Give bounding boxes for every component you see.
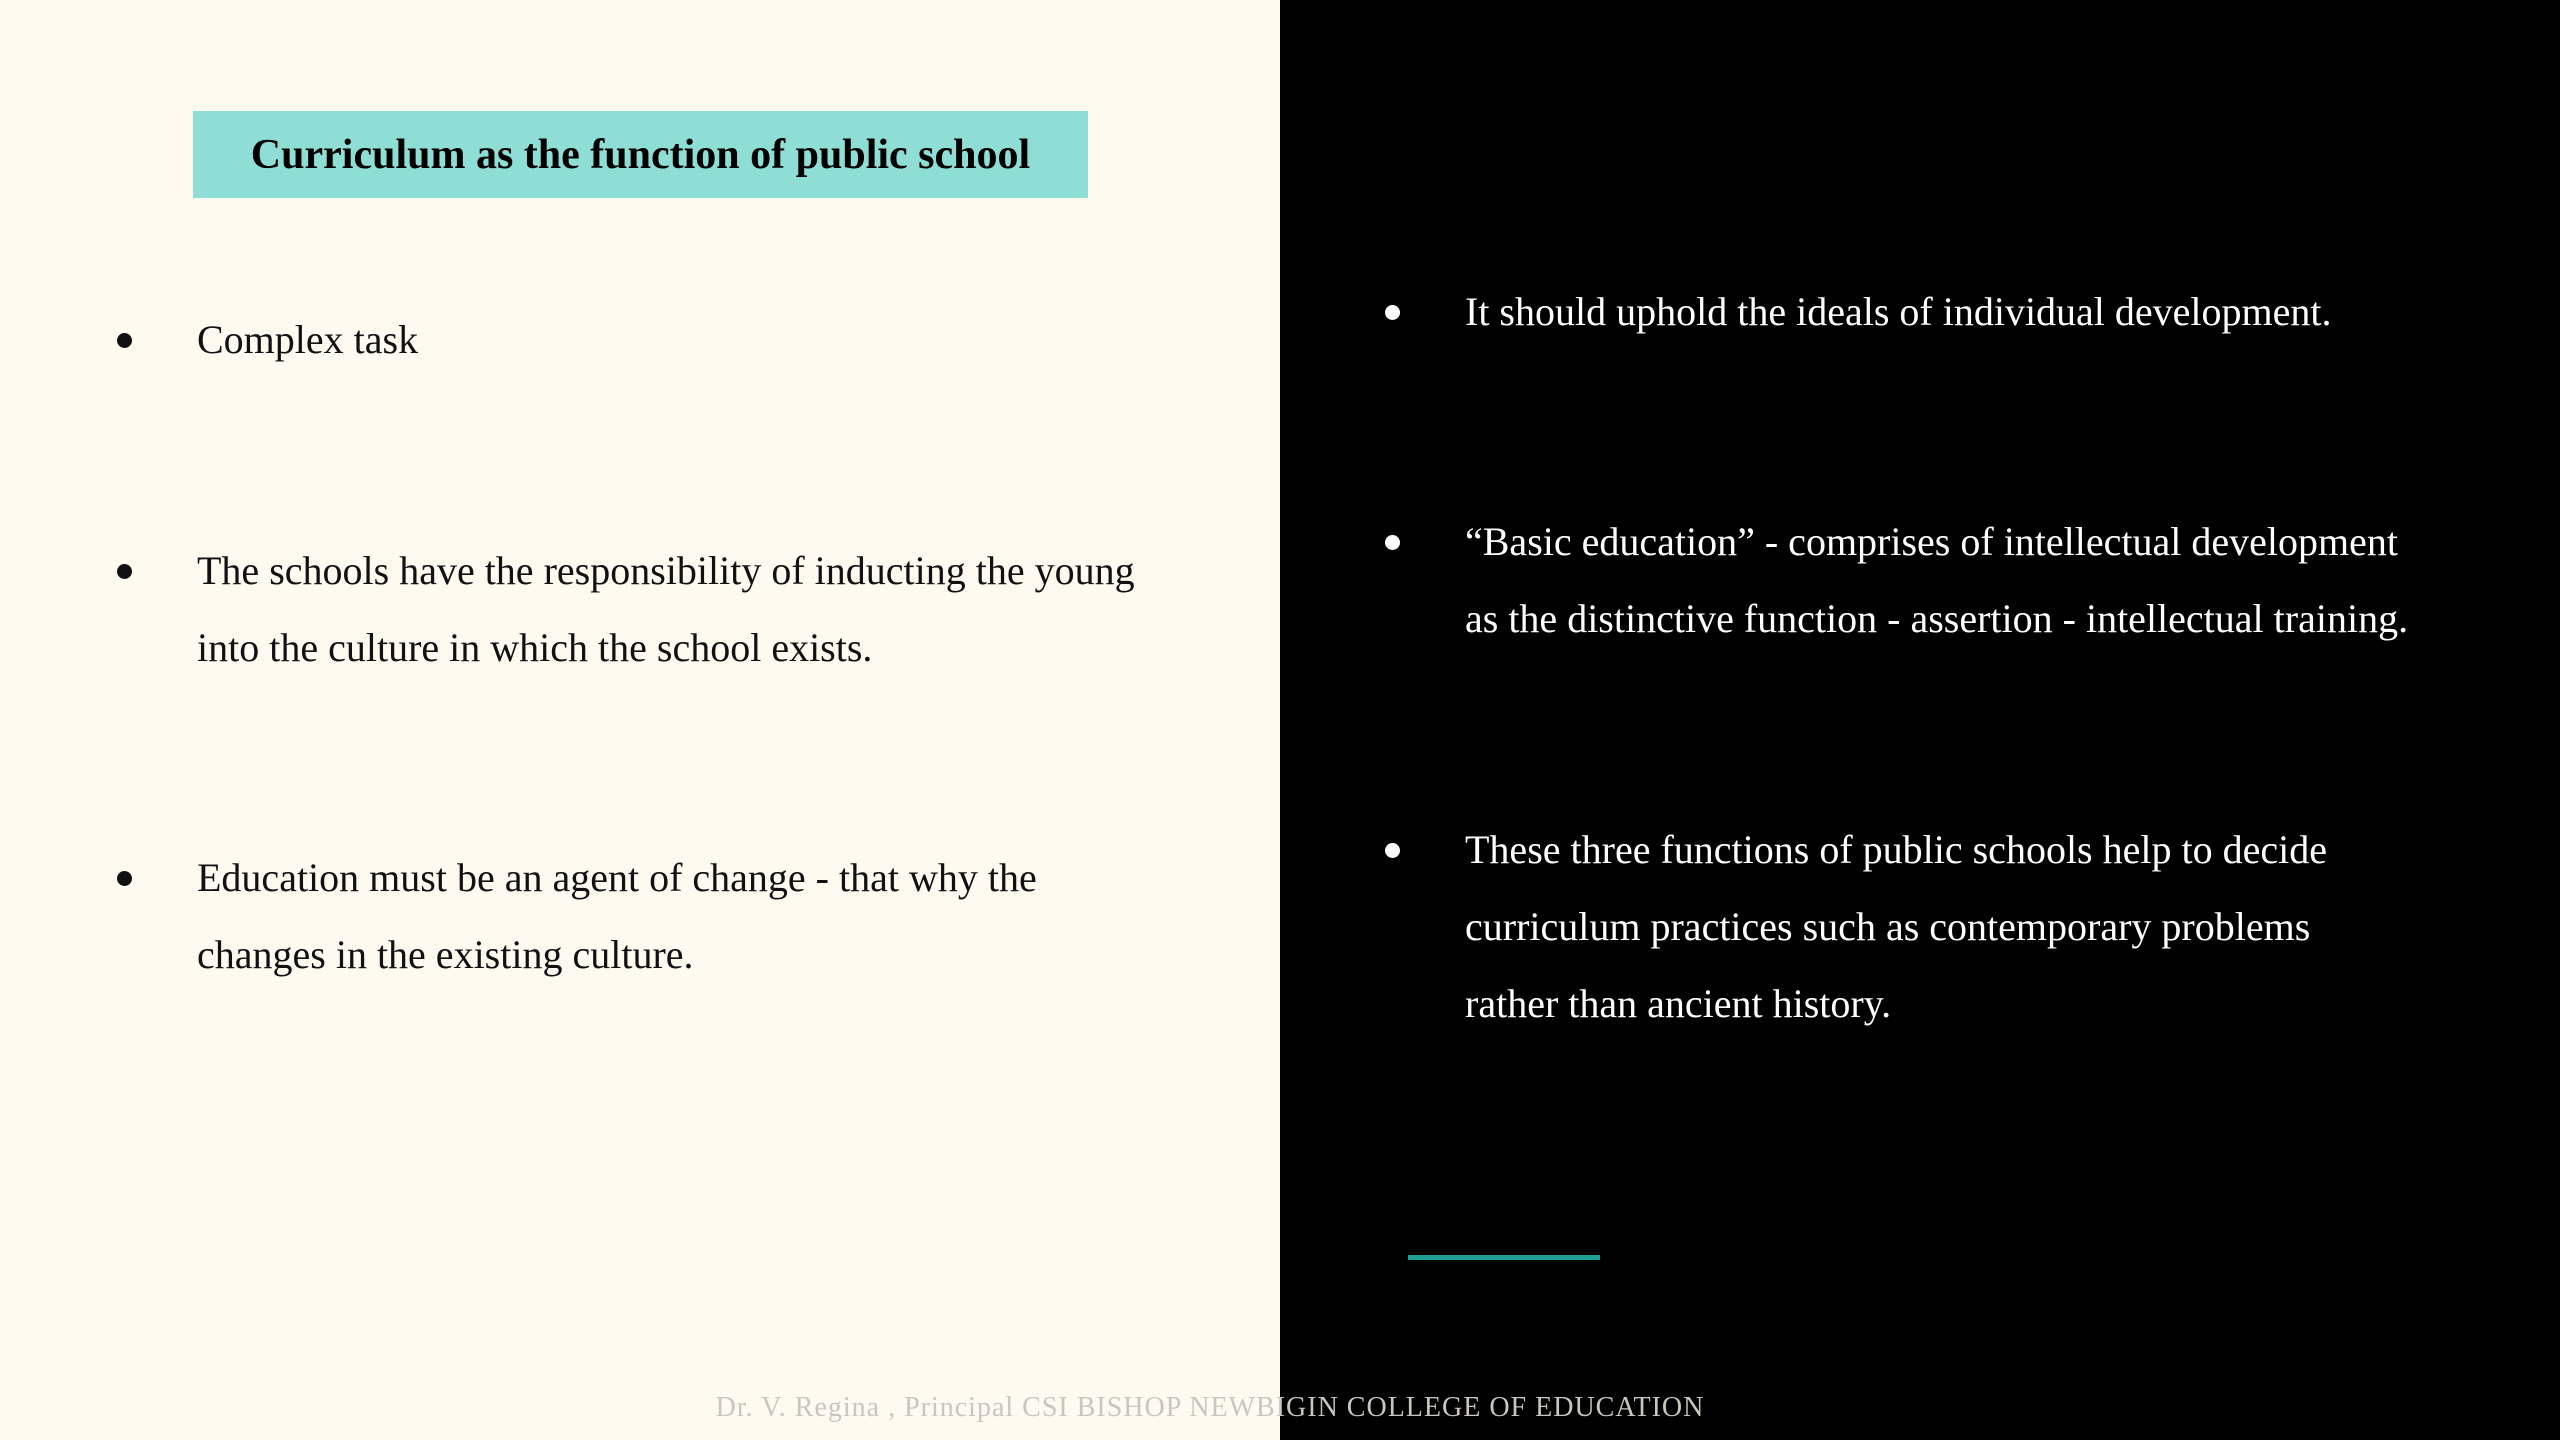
bullet-text bbox=[197, 301, 418, 378]
bullet-line: Education must be an agent of change - that why the bbox=[197, 855, 1037, 900]
bullet-text bbox=[1465, 273, 2332, 350]
bullet-text bbox=[1465, 811, 2327, 1042]
footer-credit: Dr. V. Regina , Principal CSI BISHOP NEWBIGIN COLLEGE OF EDUCATION bbox=[715, 1392, 1705, 1423]
bullet-dot-icon bbox=[1385, 305, 1400, 320]
bullet-line: as the distinctive function - assertion - intellectual training. bbox=[1465, 596, 2409, 641]
bullet-dot-icon bbox=[1385, 843, 1400, 858]
bullet-line: The schools have the responsibility of inducting the young bbox=[197, 548, 1135, 593]
bullet-line: Complex task bbox=[197, 317, 419, 362]
bullet-line: rather than ancient history. bbox=[1465, 981, 1892, 1026]
right-panel bbox=[1280, 0, 2560, 1440]
title-box bbox=[193, 111, 1088, 198]
bullet-dot-icon bbox=[117, 333, 132, 348]
bullet-line: It should uphold the ideals of individual development. bbox=[1465, 289, 2332, 334]
bullet-text bbox=[197, 839, 1037, 993]
bullet-line: curriculum practices such as contemporary problems bbox=[1465, 904, 2311, 949]
bullet-dot-icon bbox=[117, 564, 132, 579]
bullet-text bbox=[1465, 503, 2408, 657]
bullet-line: into the culture in which the school exists. bbox=[197, 625, 873, 670]
bullet-line: changes in the existing culture. bbox=[197, 932, 694, 977]
bullet-line: “Basic education” - comprises of intellectual development bbox=[1465, 519, 2398, 564]
slide-title: Curriculum as the function of public school bbox=[250, 131, 1031, 178]
bullet-text bbox=[197, 532, 1135, 686]
bullet-dot-icon bbox=[1385, 535, 1400, 550]
bullet-dot-icon bbox=[117, 871, 132, 886]
accent-divider bbox=[1408, 1255, 1600, 1260]
bullet-line: These three functions of public schools help to decide bbox=[1465, 827, 2327, 872]
